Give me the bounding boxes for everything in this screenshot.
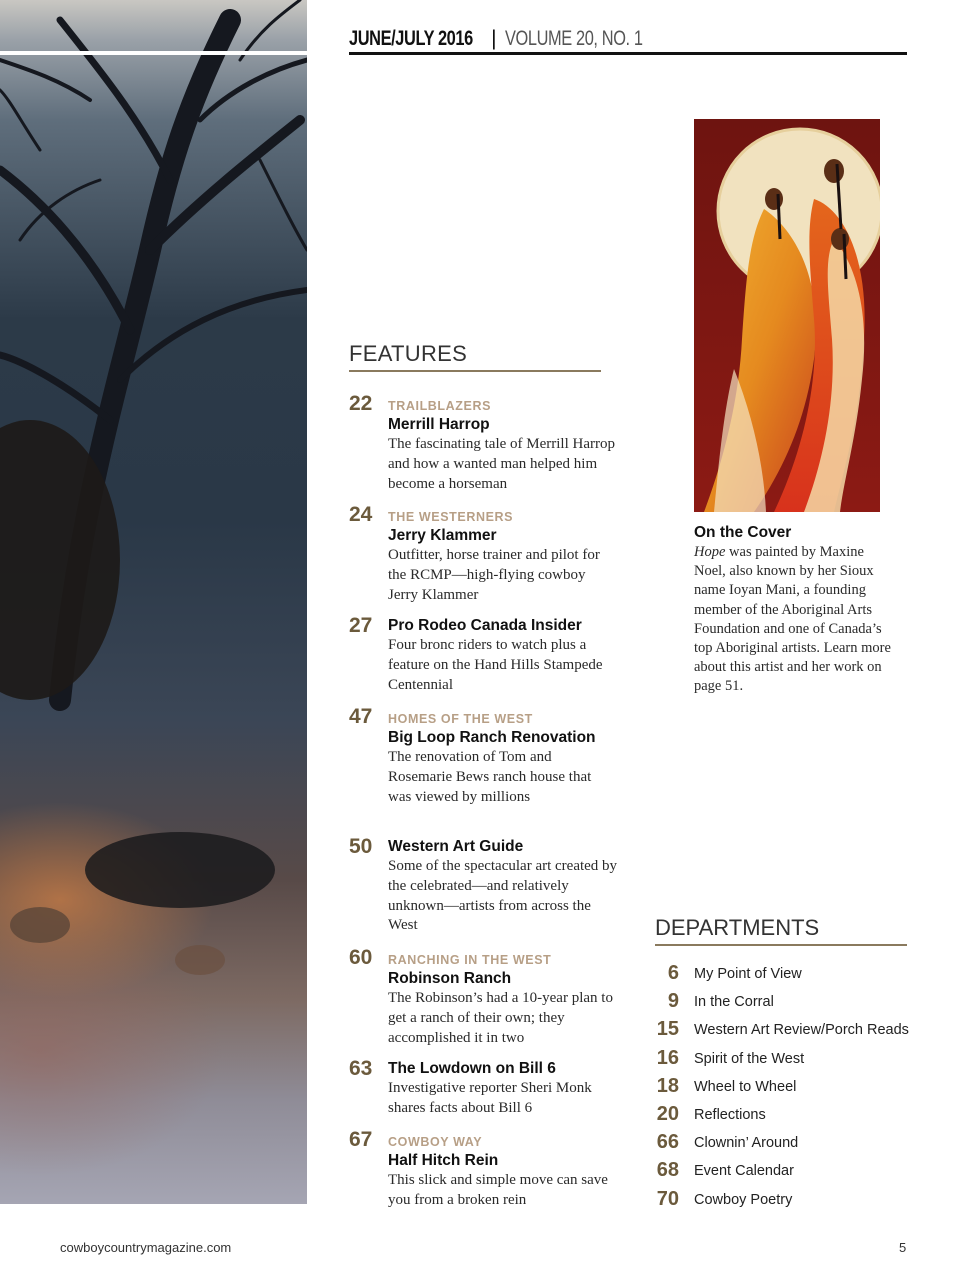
- department-item[interactable]: [655, 1016, 915, 1044]
- department-item[interactable]: [655, 988, 915, 1016]
- feature-title: Big Loop Ranch Renovation: [388, 729, 596, 746]
- feature-page-number: 60: [349, 946, 373, 969]
- feature-description: This slick and simple move can save you from a broken rein: [388, 1172, 608, 1208]
- page-number: 5: [899, 1240, 907, 1255]
- issue-header: [349, 26, 907, 55]
- feature-description: Investigative reporter Sheri Monk shares facts about Bill 6: [388, 1080, 592, 1116]
- feature-title: Merrill Harrop: [388, 416, 490, 433]
- department-page-number: 66: [656, 1131, 679, 1154]
- department-label: My Point of View: [694, 966, 802, 982]
- feature-title: Jerry Klammer: [388, 527, 497, 544]
- feature-description: The renovation of Tom and Rosemarie Bews ranch house that was viewed by millions: [388, 749, 592, 805]
- department-item[interactable]: [655, 1045, 915, 1073]
- cover-caption-text: [694, 543, 894, 697]
- feature-title: Pro Rodeo Canada Insider: [388, 617, 582, 634]
- department-label: Spirit of the West: [694, 1050, 805, 1067]
- feature-category: COWBOY WAY: [388, 1135, 483, 1149]
- department-item[interactable]: [655, 960, 915, 988]
- cover-painting: [694, 119, 880, 512]
- cover-art-image: [694, 119, 880, 512]
- feature-description: Some of the spectacular art created by the celebrated—and relatively unknown—artists from across the West: [388, 858, 618, 934]
- department-label: Western Art Review/Porch Reads: [694, 1022, 909, 1039]
- feature-description: Outfitter, horse trainer and pilot for the RCMP—high-flying cowboy Jerry Klammer: [388, 547, 600, 603]
- department-item[interactable]: [655, 1129, 915, 1157]
- feature-description: The fascinating tale of Merrill Harrop and how a wanted man helped him become a horseman: [388, 436, 615, 492]
- feature-body: [388, 946, 618, 1048]
- feature-body: [388, 835, 618, 936]
- department-label: Wheel to Wheel: [694, 1078, 797, 1095]
- department-label: Cowboy Poetry: [694, 1191, 793, 1208]
- feature-description: Four bronc riders to watch plus a feature on the Hand Hills Stampede Centennial: [388, 637, 603, 693]
- department-page-number: 68: [656, 1159, 679, 1182]
- feature-body: [388, 392, 618, 494]
- feature-category: HOMES OF THE WEST: [388, 712, 533, 726]
- features-heading: FEATURES: [349, 340, 601, 372]
- photo-divider-line: [0, 51, 307, 55]
- feature-body: [388, 705, 618, 807]
- feature-category: RANCHING IN THE WEST: [388, 953, 552, 967]
- departments-list: [655, 960, 915, 1214]
- department-label: Clownin’ Around: [694, 1135, 799, 1152]
- feature-page-number: 50: [349, 835, 373, 858]
- issue-volume: VOLUME 20, NO. 1: [505, 27, 644, 50]
- feature-title: The Lowdown on Bill 6: [388, 1060, 556, 1077]
- department-page-number: 18: [656, 1074, 679, 1097]
- feature-description: The Robinson’s had a 10-year plan to get a ranch of their own; they accomplished it in two: [388, 990, 613, 1046]
- department-page-number: 20: [656, 1102, 679, 1125]
- feature-page-number: 47: [349, 705, 373, 728]
- feature-page-number: 22: [349, 392, 373, 415]
- department-page-number: 15: [656, 1018, 679, 1041]
- cover-caption: [694, 523, 894, 697]
- feature-body: [388, 1057, 618, 1119]
- department-label: Reflections: [694, 1106, 766, 1123]
- feature-category: TRAILBLAZERS: [388, 399, 492, 413]
- issue-separator: |: [491, 27, 497, 50]
- department-item[interactable]: [655, 1101, 915, 1129]
- cover-artwork-title: Hope: [694, 544, 726, 560]
- feature-page-number: 24: [349, 503, 373, 526]
- department-page-number: 6: [667, 962, 679, 984]
- footer-website[interactable]: cowboycountrymagazine.com: [60, 1240, 232, 1255]
- feature-body: [388, 614, 618, 695]
- issue-date: JUNE/JULY 2016: [349, 27, 473, 50]
- feature-page-number: 27: [349, 614, 373, 637]
- department-page-number: 70: [656, 1187, 679, 1210]
- feature-category: THE WESTERNERS: [388, 510, 514, 524]
- department-item[interactable]: [655, 1186, 915, 1214]
- cover-caption-title: On the Cover: [694, 524, 792, 541]
- feature-title: Western Art Guide: [388, 838, 524, 855]
- feature-page-number: 67: [349, 1128, 373, 1151]
- department-item[interactable]: [655, 1073, 915, 1101]
- tree-silhouette: [0, 0, 307, 1204]
- department-page-number: 16: [656, 1046, 679, 1069]
- feature-title: Robinson Ranch: [388, 970, 512, 987]
- department-label: Event Calendar: [694, 1163, 794, 1180]
- department-item[interactable]: [655, 1157, 915, 1185]
- feature-body: [388, 1128, 618, 1211]
- department-label: In the Corral: [694, 994, 774, 1011]
- feature-page-number: 63: [349, 1057, 373, 1080]
- cover-description: was painted by Maxine Noel, also known by her Sioux name Ioyan Mani, a founding member of the Aboriginal Arts Foundation and one of Canada’s top Aboriginal artists. Learn more about this artist and her work on page 51.: [694, 544, 891, 695]
- department-page-number: 9: [667, 990, 679, 1013]
- feature-body: [388, 503, 618, 605]
- feature-title: Half Hitch Rein: [388, 1152, 499, 1169]
- cover-photo-winter-tree: [0, 0, 307, 1204]
- departments-heading: DEPARTMENTS: [655, 914, 907, 946]
